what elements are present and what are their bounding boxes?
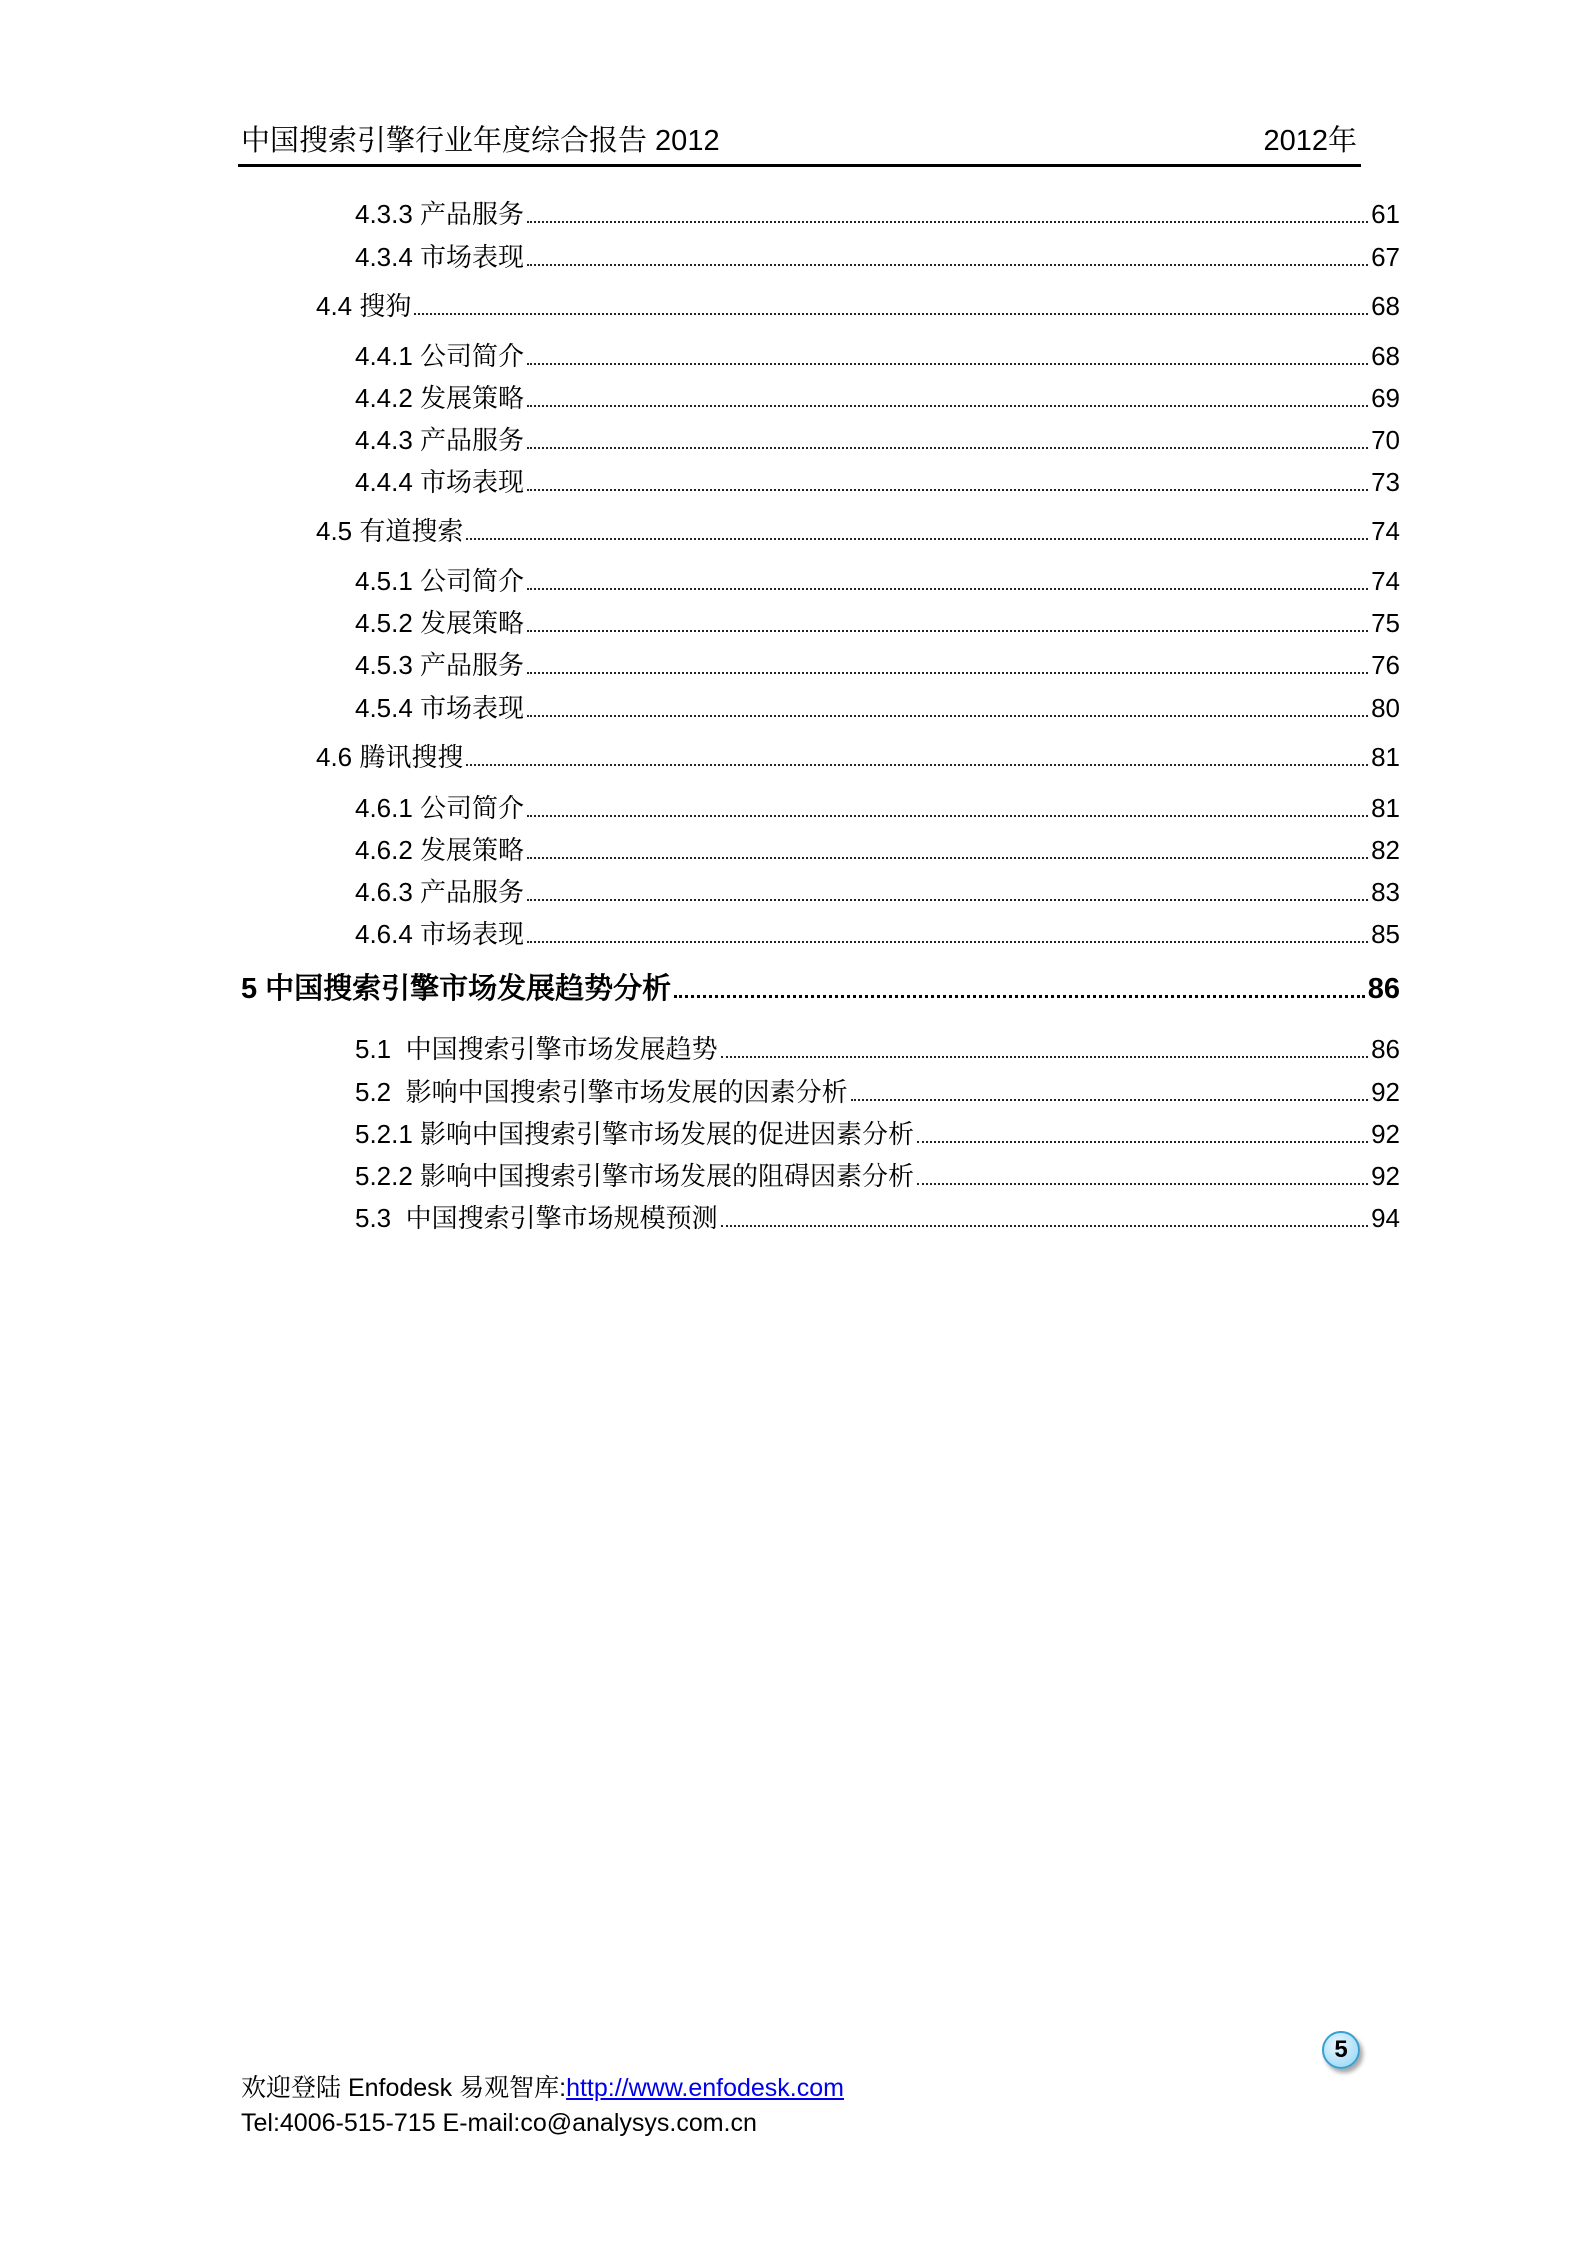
toc-entry[interactable] — [355, 916, 1400, 952]
toc-entry[interactable] — [355, 690, 1400, 726]
dot-leader — [527, 672, 1368, 674]
toc-entry-page: 82 — [1371, 835, 1400, 865]
toc-entry[interactable] — [355, 605, 1400, 641]
toc-entry-page: 81 — [1371, 742, 1400, 772]
footer-welcome-text: 欢迎登陆 Enfodesk 易观智库: — [241, 2074, 567, 2102]
toc-entry[interactable] — [355, 338, 1400, 374]
toc-entry-label: 4.5.4 市场表现 — [355, 693, 525, 723]
toc-entry[interactable] — [355, 464, 1400, 500]
header-rule — [238, 164, 1361, 167]
toc-entry[interactable] — [355, 790, 1400, 826]
dot-leader — [527, 941, 1368, 943]
dot-leader — [527, 630, 1368, 632]
dot-leader — [527, 588, 1368, 590]
dot-leader — [917, 1141, 1368, 1143]
toc-entry[interactable] — [316, 739, 1400, 775]
toc-entry-label: 4.6.4 市场表现 — [355, 919, 525, 949]
dot-leader — [527, 447, 1368, 449]
toc-entry-page: 83 — [1371, 877, 1400, 907]
toc-entry-label: 4.5 有道搜索 — [316, 516, 464, 546]
toc-entry[interactable] — [355, 1074, 1400, 1110]
toc-entry-page: 69 — [1371, 383, 1400, 413]
toc-entry-label: 4.4.4 市场表现 — [355, 467, 525, 497]
toc-entry-label: 4.4.3 产品服务 — [355, 425, 525, 455]
toc-entry-page: 92 — [1371, 1077, 1400, 1107]
toc-entry[interactable] — [355, 874, 1400, 910]
dot-leader — [527, 857, 1368, 859]
toc-entry-page: 73 — [1371, 467, 1400, 497]
toc-entry-page: 80 — [1371, 693, 1400, 723]
toc-entry-label: 4.6.2 发展策略 — [355, 835, 525, 865]
toc-entry-label: 5.2.1 影响中国搜索引擎市场发展的促进因素分析 — [355, 1119, 915, 1149]
report-title: 中国搜索引擎行业年度综合报告 2012 — [241, 125, 720, 157]
dot-leader — [466, 764, 1368, 766]
toc-entry-page: 76 — [1371, 650, 1400, 680]
toc-entry-page: 68 — [1371, 341, 1400, 371]
dot-leader — [721, 1225, 1368, 1227]
toc-entry[interactable] — [316, 288, 1400, 324]
dot-leader — [527, 815, 1368, 817]
toc-entry[interactable] — [355, 563, 1400, 599]
toc-entry-page: 70 — [1371, 425, 1400, 455]
toc-entry-label: 4.4.2 发展策略 — [355, 383, 525, 413]
toc-entry[interactable] — [355, 1031, 1400, 1067]
toc-entry-label: 4.3.3 产品服务 — [355, 199, 525, 229]
toc-entry-label: 5.2 影响中国搜索引擎市场发展的因素分析 — [355, 1077, 848, 1107]
toc-entry-page: 92 — [1371, 1119, 1400, 1149]
toc-entry-page: 86 — [1371, 1034, 1400, 1064]
toc-entry-label: 4.3.4 市场表现 — [355, 242, 525, 272]
toc-entry-page: 68 — [1371, 291, 1400, 321]
toc-entry-page: 92 — [1371, 1161, 1400, 1191]
dot-leader — [721, 1056, 1368, 1058]
dot-leader — [674, 995, 1365, 998]
toc-entry[interactable] — [355, 1158, 1400, 1194]
toc-entry-page: 67 — [1371, 242, 1400, 272]
dot-leader — [527, 405, 1368, 407]
toc-entry[interactable] — [241, 971, 1400, 1007]
toc-entry-label: 5 中国搜索引擎市场发展趋势分析 — [241, 973, 672, 1005]
toc-entry-label: 4.6 腾讯搜搜 — [316, 742, 464, 772]
toc-entry-label: 4.6.3 产品服务 — [355, 877, 525, 907]
toc-entry-label: 4.4 搜狗 — [316, 291, 412, 321]
dot-leader — [527, 715, 1368, 717]
toc-entry[interactable] — [355, 380, 1400, 416]
toc-entry-label: 5.2.2 影响中国搜索引擎市场发展的阻碍因素分析 — [355, 1161, 915, 1191]
dot-leader — [527, 363, 1368, 365]
footer-welcome — [241, 2068, 844, 2104]
toc-entry[interactable] — [355, 422, 1400, 458]
toc-entry-label: 4.5.1 公司简介 — [355, 566, 525, 596]
enfodesk-link[interactable]: http://www.enfodesk.com — [566, 2074, 844, 2102]
dot-leader — [917, 1183, 1368, 1185]
dot-leader — [466, 538, 1368, 540]
toc-entry-page: 61 — [1371, 199, 1400, 229]
toc-entry-page: 81 — [1371, 793, 1400, 823]
toc-entry-page: 74 — [1371, 516, 1400, 546]
toc-entry-label: 4.4.1 公司简介 — [355, 341, 525, 371]
toc-entry[interactable] — [355, 832, 1400, 868]
toc-entry-page: 86 — [1367, 973, 1400, 1005]
toc-entry-page: 94 — [1371, 1203, 1400, 1233]
page-number-badge: 5 — [1322, 2031, 1360, 2069]
toc-entry-page: 74 — [1371, 566, 1400, 596]
dot-leader — [527, 899, 1368, 901]
toc-entry-label: 4.6.1 公司简介 — [355, 793, 525, 823]
toc-entry-label: 4.5.3 产品服务 — [355, 650, 525, 680]
toc-entry-page: 75 — [1371, 608, 1400, 638]
toc-entry-label: 5.3 中国搜索引擎市场规模预测 — [355, 1203, 718, 1233]
dot-leader — [414, 313, 1368, 315]
toc-entry-label: 4.5.2 发展策略 — [355, 608, 525, 638]
toc-entry[interactable] — [355, 196, 1400, 232]
dot-leader — [527, 489, 1368, 491]
dot-leader — [527, 264, 1368, 266]
toc-entry-label: 5.1 中国搜索引擎市场发展趋势 — [355, 1034, 718, 1064]
toc-entry[interactable] — [355, 647, 1400, 683]
dot-leader — [527, 221, 1368, 223]
dot-leader — [851, 1099, 1368, 1101]
toc-entry[interactable] — [355, 1116, 1400, 1152]
toc-entry[interactable] — [316, 513, 1400, 549]
report-year: 2012年 — [1263, 125, 1357, 157]
footer-contact: Tel:4006-515-715 E-mail:co@analysys.com.cn — [241, 2109, 757, 2137]
toc-entry-page: 85 — [1371, 919, 1400, 949]
toc-entry[interactable] — [355, 1200, 1400, 1236]
toc-entry[interactable] — [355, 239, 1400, 275]
